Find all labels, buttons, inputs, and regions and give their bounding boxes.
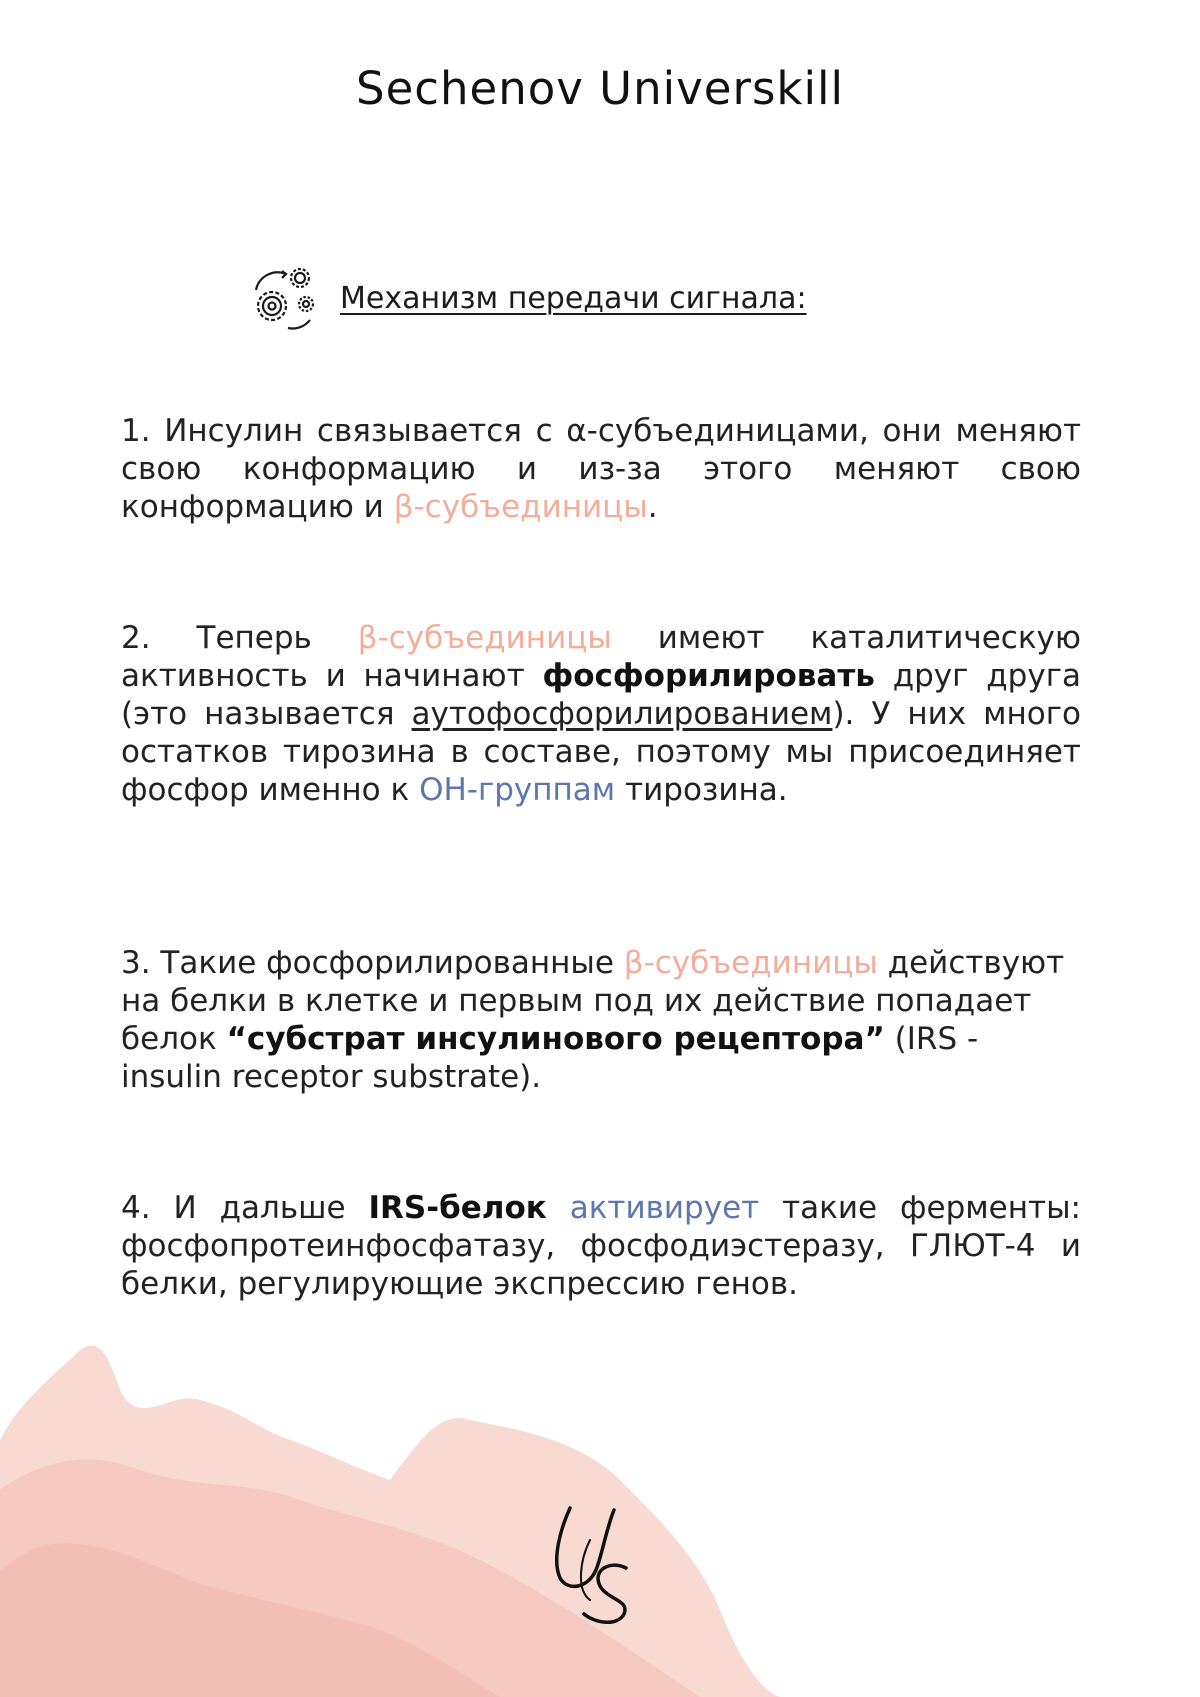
phosphorylate-bold: фосфорилировать [542, 658, 875, 694]
autophosphorylation-underlined: аутофосфорилированием [411, 696, 833, 732]
paragraph-2: 2. Теперь β-субъединицы имеют каталитическую активность и начинают фосфорилировать друг друга (это называется аутофосфорилированием). У них много остатков тирозина в составе, поэтому мы присоединяет фосфор именно к OH-группам тирозина. [121, 620, 1081, 808]
oh-groups-highlight: OH-группам [419, 772, 616, 808]
paragraph-3: 3. Такие фосфорилированные β-субъединицы действуют на белки в клетке и первым под их действие попадает белок “субстрат инсулинового рецептора” (IRS - insulin receptor substrate). [121, 945, 1065, 1095]
header-title: Sechenov Universkill [356, 62, 844, 115]
section-heading [248, 262, 807, 334]
beta-subunits-highlight: β-субъединицы [357, 620, 612, 656]
paragraph-4: 4. И дальше IRS-белок активирует такие ферменты: фосфопротеинфосфатазу, фосфодиэстеразу, ГЛЮТ-4 и белки, регулирующие экспрессию генов. [121, 1190, 1081, 1302]
beta-subunits-highlight: β-субъединицы [623, 945, 878, 981]
beta-subunits-highlight: β-субъединицы [393, 489, 648, 525]
irs-term-bold: “субстрат инсулинового рецептора” [226, 1021, 885, 1057]
activates-highlight: активирует [569, 1190, 760, 1226]
section-heading-text: Механизм передачи сигнала: [340, 280, 807, 316]
gears-icon [248, 262, 320, 334]
us-logo-icon [540, 1500, 650, 1630]
irs-protein-bold: IRS-белок [368, 1190, 547, 1226]
paragraph-1: 1. Инсулин связывается с α-субъединицами, они меняют свою конформацию и из-за этого меняют свою конформацию и β-субъединицы. [121, 413, 1081, 525]
